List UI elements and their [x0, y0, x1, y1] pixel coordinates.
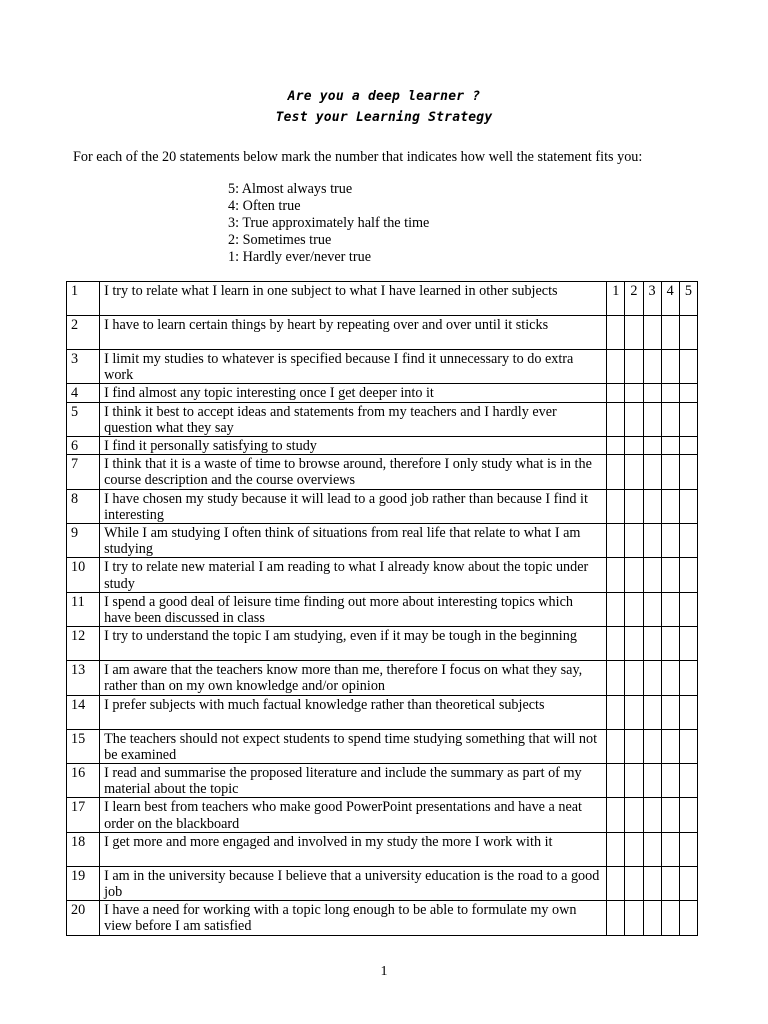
rating-cell-5[interactable] [679, 764, 697, 798]
rating-cell-1[interactable] [607, 695, 625, 729]
rating-cell-1[interactable] [607, 350, 625, 384]
rating-cell-2[interactable] [625, 661, 643, 695]
statement-number: 7 [67, 455, 100, 489]
rating-cell-1[interactable] [607, 384, 625, 402]
statement-number: 4 [67, 384, 100, 402]
rating-cell-2[interactable] [625, 437, 643, 455]
rating-cell-5[interactable] [679, 402, 697, 436]
rating-cell-2[interactable] [625, 764, 643, 798]
rating-cell-4[interactable] [661, 350, 679, 384]
rating-scale [228, 181, 429, 266]
statement-text: I find it personally satisfying to study [100, 437, 607, 455]
rating-cell-4[interactable] [661, 661, 679, 695]
statement-number: 6 [67, 437, 100, 455]
statement-text: The teachers should not expect students to spend time studying something that will not be examined [100, 729, 607, 763]
rating-cell-1[interactable] [607, 661, 625, 695]
rating-cell-3[interactable] [643, 489, 661, 523]
scale-item: 3: True approximately half the time [228, 215, 430, 231]
statement-number: 13 [67, 661, 100, 695]
statement-row [67, 661, 698, 695]
rating-cell-1[interactable] [607, 455, 625, 489]
rating-cell-2[interactable] [625, 455, 643, 489]
rating-cell-2[interactable] [625, 866, 643, 900]
rating-cell-5[interactable] [679, 316, 697, 350]
rating-cell-1[interactable] [607, 627, 625, 661]
statement-row [67, 558, 698, 592]
rating-header-1[interactable]: 1 [607, 282, 625, 316]
rating-header-4[interactable]: 4 [661, 282, 679, 316]
rating-cell-3[interactable] [643, 832, 661, 866]
statement-number: 12 [67, 627, 100, 661]
rating-cell-4[interactable] [661, 489, 679, 523]
rating-cell-1[interactable] [607, 316, 625, 350]
statement-text: I think that it is a waste of time to browse around, therefore I only study what is in the course description and the course overviews [100, 455, 607, 489]
rating-cell-1[interactable] [607, 558, 625, 592]
rating-cell-4[interactable] [661, 901, 679, 935]
statement-text: I try to relate new material I am reading to what I already know about the topic under study [100, 558, 607, 592]
rating-cell-3[interactable] [643, 661, 661, 695]
statement-row [67, 832, 698, 866]
rating-cell-2[interactable] [625, 558, 643, 592]
statement-row [67, 489, 698, 523]
rating-cell-2[interactable] [625, 350, 643, 384]
rating-cell-1[interactable] [607, 866, 625, 900]
statement-number: 9 [67, 524, 100, 558]
statement-number: 17 [67, 798, 100, 832]
rating-cell-3[interactable] [643, 798, 661, 832]
rating-cell-5[interactable] [679, 901, 697, 935]
statement-text: I have a need for working with a topic long enough to be able to formulate my own view before I am satisfied [100, 901, 607, 935]
statement-number: 8 [67, 489, 100, 523]
rating-cell-1[interactable] [607, 402, 625, 436]
statement-number: 1 [67, 282, 100, 316]
rating-cell-5[interactable] [679, 866, 697, 900]
statement-text: I learn best from teachers who make good PowerPoint presentations and have a neat order on the blackboard [100, 798, 607, 832]
rating-cell-3[interactable] [643, 558, 661, 592]
rating-cell-2[interactable] [625, 524, 643, 558]
rating-cell-4[interactable] [661, 592, 679, 626]
rating-cell-5[interactable] [679, 437, 697, 455]
statement-row [67, 350, 698, 384]
rating-cell-2[interactable] [625, 592, 643, 626]
instructions: For each of the 20 statements below mark the number that indicates how well the statement fits you: [73, 149, 643, 165]
rating-cell-3[interactable] [643, 729, 661, 763]
rating-cell-2[interactable] [625, 316, 643, 350]
rating-cell-5[interactable] [679, 558, 697, 592]
rating-header-5[interactable]: 5 [679, 282, 697, 316]
rating-cell-2[interactable] [625, 627, 643, 661]
rating-cell-4[interactable] [661, 524, 679, 558]
rating-cell-3[interactable] [643, 384, 661, 402]
rating-cell-3[interactable] [643, 455, 661, 489]
scale-item: 5: Almost always true [228, 181, 353, 197]
rating-cell-4[interactable] [661, 455, 679, 489]
page-number: 1 [380, 964, 388, 979]
statement-row [67, 798, 698, 832]
rating-cell-3[interactable] [643, 437, 661, 455]
rating-cell-5[interactable] [679, 798, 697, 832]
rating-cell-4[interactable] [661, 627, 679, 661]
statement-number: 3 [67, 350, 100, 384]
rating-cell-1[interactable] [607, 489, 625, 523]
document-title: Are you a deep learner ? [287, 89, 481, 104]
rating-cell-5[interactable] [679, 455, 697, 489]
statement-number: 18 [67, 832, 100, 866]
rating-cell-3[interactable] [643, 901, 661, 935]
rating-cell-1[interactable] [607, 592, 625, 626]
statement-row [67, 866, 698, 900]
statement-text: I limit my studies to whatever is specified because I find it unnecessary to do extra work [100, 350, 607, 384]
statement-number: 10 [67, 558, 100, 592]
statement-number: 16 [67, 764, 100, 798]
rating-cell-1[interactable] [607, 798, 625, 832]
statement-row [67, 729, 698, 763]
rating-cell-3[interactable] [643, 592, 661, 626]
rating-cell-2[interactable] [625, 384, 643, 402]
statement-row [67, 402, 698, 436]
rating-cell-5[interactable] [679, 524, 697, 558]
statement-number: 19 [67, 866, 100, 900]
statement-row [67, 455, 698, 489]
rating-cell-1[interactable] [607, 832, 625, 866]
rating-cell-3[interactable] [643, 402, 661, 436]
rating-cell-2[interactable] [625, 832, 643, 866]
rating-cell-1[interactable] [607, 524, 625, 558]
rating-cell-5[interactable] [679, 832, 697, 866]
rating-cell-4[interactable] [661, 558, 679, 592]
document-subtitle: Test your Learning Strategy [275, 110, 493, 125]
statement-text: I have chosen my study because it will lead to a good job rather than because I find it interesting [100, 489, 607, 523]
rating-cell-5[interactable] [679, 627, 697, 661]
statement-text: I am aware that the teachers know more than me, therefore I focus on what they say, rather than on my own knowledge and/or opinion [100, 661, 607, 695]
rating-cell-3[interactable] [643, 695, 661, 729]
rating-cell-4[interactable] [661, 695, 679, 729]
rating-cell-2[interactable] [625, 489, 643, 523]
statement-text: I find almost any topic interesting once I get deeper into it [100, 384, 607, 402]
rating-cell-3[interactable] [643, 524, 661, 558]
statement-row [67, 764, 698, 798]
statement-text: I try to relate what I learn in one subject to what I have learned in other subjects [100, 282, 607, 316]
statement-text: I get more and more engaged and involved in my study the more I work with it [100, 832, 607, 866]
rating-cell-2[interactable] [625, 901, 643, 935]
statement-text: I have to learn certain things by heart by repeating over and over until it sticks [100, 316, 607, 350]
rating-cell-4[interactable] [661, 437, 679, 455]
statement-row [67, 437, 698, 455]
rating-cell-5[interactable] [679, 350, 697, 384]
rating-cell-2[interactable] [625, 729, 643, 763]
rating-cell-5[interactable] [679, 384, 697, 402]
rating-cell-1[interactable] [607, 729, 625, 763]
rating-cell-5[interactable] [679, 592, 697, 626]
statement-row [67, 316, 698, 350]
rating-cell-3[interactable] [643, 627, 661, 661]
statement-number: 11 [67, 592, 100, 626]
rating-cell-3[interactable] [643, 350, 661, 384]
rating-cell-4[interactable] [661, 832, 679, 866]
scale-item: 4: Often true [228, 198, 301, 214]
rating-cell-3[interactable] [643, 316, 661, 350]
rating-cell-5[interactable] [679, 489, 697, 523]
rating-cell-4[interactable] [661, 316, 679, 350]
rating-cell-3[interactable] [643, 866, 661, 900]
scale-item: 2: Sometimes true [228, 232, 332, 248]
statement-number: 2 [67, 316, 100, 350]
rating-cell-1[interactable] [607, 764, 625, 798]
rating-cell-2[interactable] [625, 695, 643, 729]
rating-cell-3[interactable] [643, 764, 661, 798]
rating-cell-5[interactable] [679, 729, 697, 763]
rating-cell-4[interactable] [661, 798, 679, 832]
questionnaire-table [66, 281, 698, 936]
rating-cell-4[interactable] [661, 764, 679, 798]
rating-header-3[interactable]: 3 [643, 282, 661, 316]
rating-cell-1[interactable] [607, 437, 625, 455]
rating-header-2[interactable]: 2 [625, 282, 643, 316]
statement-row [67, 524, 698, 558]
statement-row [67, 592, 698, 626]
statement-text: I am in the university because I believe that a university education is the road to a good job [100, 866, 607, 900]
rating-cell-5[interactable] [679, 695, 697, 729]
statement-text: I read and summarise the proposed literature and include the summary as part of my material about the topic [100, 764, 607, 798]
statement-text: I think it best to accept ideas and statements from my teachers and I hardly ever question what they say [100, 402, 607, 436]
rating-cell-4[interactable] [661, 384, 679, 402]
statement-row [67, 627, 698, 661]
statement-text: I spend a good deal of leisure time finding out more about interesting topics which have been discussed in class [100, 592, 607, 626]
statement-number: 5 [67, 402, 100, 436]
rating-cell-4[interactable] [661, 866, 679, 900]
statement-row [67, 695, 698, 729]
statement-row [67, 901, 698, 935]
rating-cell-2[interactable] [625, 798, 643, 832]
statement-number: 14 [67, 695, 100, 729]
statement-text: While I am studying I often think of situations from real life that relate to what I am studying [100, 524, 607, 558]
rating-cell-4[interactable] [661, 402, 679, 436]
rating-cell-5[interactable] [679, 661, 697, 695]
rating-cell-4[interactable] [661, 729, 679, 763]
statement-text: I prefer subjects with much factual knowledge rather than theoretical subjects [100, 695, 607, 729]
rating-cell-1[interactable] [607, 901, 625, 935]
rating-cell-2[interactable] [625, 402, 643, 436]
statement-number: 20 [67, 901, 100, 935]
statement-number: 15 [67, 729, 100, 763]
scale-item: 1: Hardly ever/never true [228, 249, 371, 265]
statement-text: I try to understand the topic I am studying, even if it may be tough in the beginning [100, 627, 607, 661]
statement-row [67, 282, 698, 316]
statement-row [67, 384, 698, 402]
